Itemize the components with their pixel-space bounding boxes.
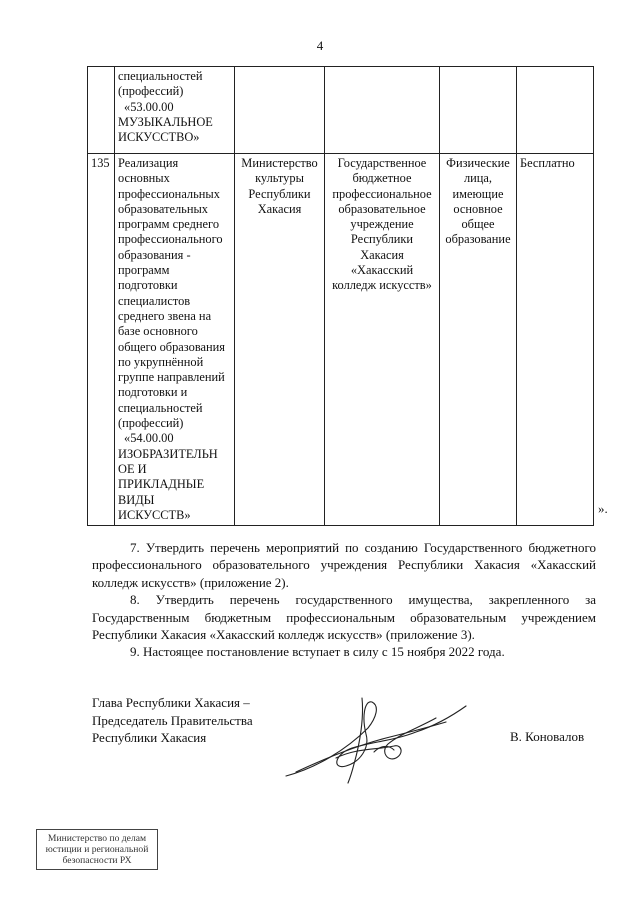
- resolution-paragraphs: [92, 539, 596, 661]
- text-line: (профессий): [118, 416, 184, 431]
- registration-stamp: [36, 829, 158, 870]
- text-line: бюджетное: [352, 171, 412, 186]
- text-line: Хакасия: [360, 247, 404, 262]
- text-line: ПРИКЛАДНЫЕ: [118, 477, 205, 492]
- text-line: общего образования: [118, 339, 225, 354]
- cell-price: Бесплатно: [517, 154, 594, 526]
- text-line: образования -: [118, 247, 191, 262]
- text-line: Министерство по делам: [47, 833, 147, 844]
- text-line: культуры: [255, 171, 304, 186]
- text-line: подготовки и: [118, 385, 188, 400]
- text-line: колледж искусств»: [332, 278, 432, 293]
- cell-number: 135: [88, 154, 115, 526]
- cell-organization: [235, 67, 325, 154]
- text-line: ИСКУССТВО»: [118, 130, 200, 145]
- text-line: по укрупнённой: [118, 354, 204, 369]
- cell-price: [517, 67, 594, 154]
- text-line: безопасности РХ: [62, 855, 132, 866]
- text-line: среднего звена на: [118, 308, 212, 323]
- text-line: (профессий): [118, 84, 184, 99]
- signatory-name: В. Коновалов: [510, 729, 585, 744]
- page-number: 4: [316, 38, 324, 53]
- text-line: Министерство: [241, 156, 318, 170]
- text-line: базе основного: [118, 324, 198, 339]
- text-line: профессиональных: [118, 186, 220, 201]
- text-line: Реализация: [118, 156, 179, 170]
- services-table: [87, 66, 594, 526]
- text-line: «54.00.00: [124, 431, 174, 446]
- cell-institution: [325, 154, 440, 526]
- cell-recipients: [440, 154, 517, 526]
- text-line: подготовки: [118, 278, 178, 293]
- text-line: специальностей: [118, 69, 203, 83]
- text-line: профессионального: [118, 232, 223, 247]
- text-line: группе направлений: [118, 370, 225, 385]
- text-line: ИЗОБРАЗИТЕЛЬН: [118, 446, 218, 461]
- text-line: Государственное: [337, 156, 427, 170]
- text-line: Республики Хакасия: [92, 730, 207, 746]
- text-line: ОЕ И: [118, 461, 147, 476]
- cell-recipients: [440, 67, 517, 154]
- handwritten-signature: [276, 688, 476, 788]
- signatory-position: [92, 694, 253, 747]
- text-line: «53.00.00: [124, 99, 174, 114]
- paragraph-9: 9. Настоящее постановление вступает в силу с 15 ноября 2022 года.: [130, 644, 505, 660]
- text-line: юстиции и региональной: [45, 844, 149, 855]
- cell-organization: [235, 154, 325, 526]
- cell-institution: [325, 67, 440, 154]
- text-line: Хакасия: [257, 201, 302, 216]
- text-line: профессиональное: [332, 186, 432, 201]
- text-line: «Хакасский: [350, 263, 414, 278]
- text-line: Физические: [446, 156, 510, 170]
- text-line: образовательных: [118, 201, 208, 216]
- text-line: образование: [445, 232, 511, 247]
- text-line: образовательное: [338, 201, 426, 216]
- text-line: Глава Республики Хакасия –: [92, 695, 250, 710]
- text-line: основных: [118, 171, 170, 186]
- text-line: Республики: [248, 186, 311, 201]
- closing-quote: ».: [598, 501, 608, 516]
- text-line: Республики: [350, 232, 414, 247]
- text-line: программ: [118, 263, 170, 278]
- paragraph-8: 8. Утвердить перечень государственного имущества, закрепленного за Государственным бюджетным профессиональным образовательным учреждением Республики Хакасия «Хакасский колледж искусств» (приложение 3).: [92, 592, 596, 643]
- text-line: ИСКУССТВ»: [118, 507, 191, 522]
- text-line: специалистов: [118, 293, 191, 308]
- table-row: [88, 67, 594, 154]
- text-line: лица,: [463, 171, 493, 186]
- text-line: программ среднего: [118, 217, 220, 232]
- text-line: специальностей: [118, 400, 203, 415]
- text-line: МУЗЫКАЛЬНОЕ: [118, 114, 213, 129]
- cell-number: [88, 67, 115, 154]
- text-line: основное: [453, 201, 503, 216]
- text-line: общее: [461, 217, 495, 232]
- text-line: учреждение: [350, 217, 414, 232]
- text-line: Председатель Правительства: [92, 712, 253, 728]
- table-row: [88, 154, 594, 526]
- text-line: имеющие: [452, 186, 504, 201]
- cell-service-name: [115, 67, 235, 154]
- paragraph-7: 7. Утвердить перечень мероприятий по созданию Государственного бюджетного профессионального образовательного учреждения Республики Хакасия «Хакасский колледж искусств» (приложение 2).: [92, 540, 596, 590]
- cell-service-name: [115, 154, 235, 526]
- text-line: ВИДЫ: [118, 492, 155, 507]
